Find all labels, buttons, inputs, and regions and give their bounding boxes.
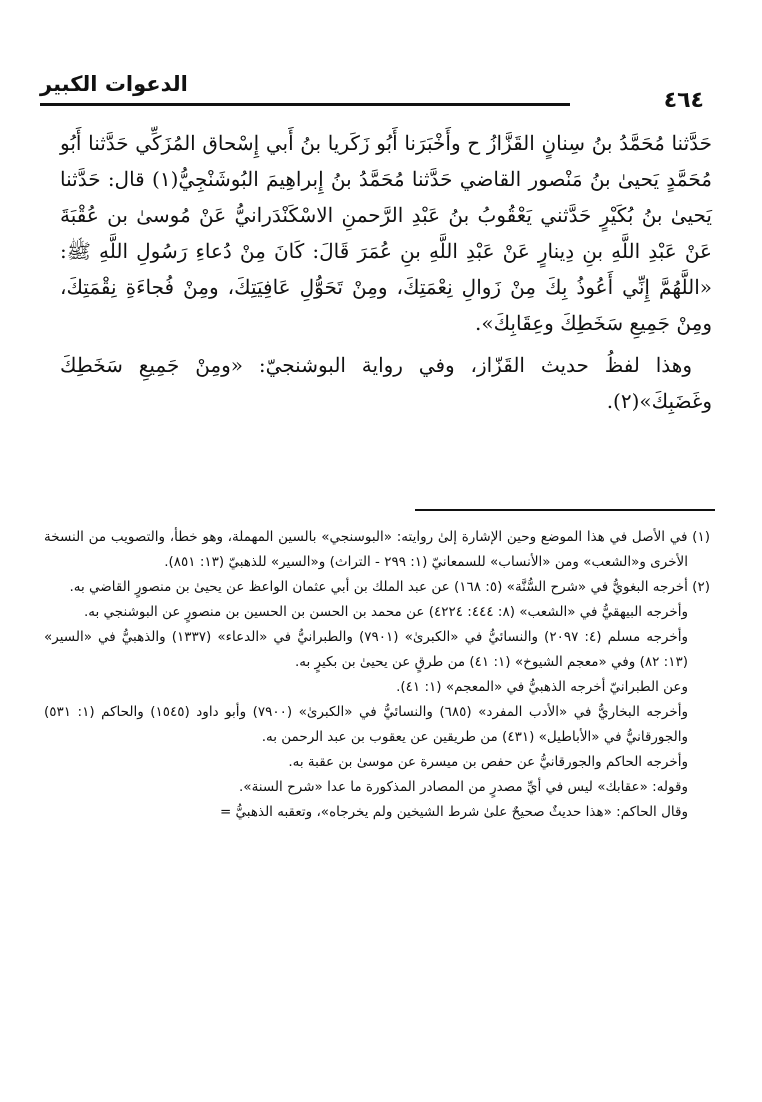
footnote-separator: [415, 509, 715, 511]
footnote-2-line: وقوله: «عقابك» ليس في أيِّ مصدرٍ من المصادر المذكورة ما عدا «شرح السنة».: [239, 779, 688, 795]
footnote-2-line: وعن الطبرانيّ أخرجه الذهبيُّ في «المعجم» (١: ٤١).: [396, 679, 688, 695]
page-number: ٤٦٤: [663, 88, 704, 113]
footnote-2-line: وأخرجه مسلم (٤: ٢٠٩٧) والنسائيُّ في «الكبرىٰ» (٧٩٠١) والطبرانيُّ في «الدعاء» (١٣٣٧) والذهبيُّ في «السير» (١٣: ٨٢) وفي «معجم الشيوخ» (١: ٤١) من طرقٍ عن يحيىٰ بن بكيرٍ به.: [44, 629, 688, 670]
footnote-2-line: وقال الحاكم: «هذا حديثٌ صحيحٌ علىٰ شرط الشيخين ولم يخرجاه»، وتعقبه الذهبيُّ =: [219, 804, 688, 820]
hadith-paragraph: حَدَّثنا مُحَمَّدُ بنُ سِنانٍ القَزَّازُ ح وأَخْبَرَنا أَبُو زَكَريا بنُ أَبي إِسْحاق المُزَكِّي حَدَّثنا أَبُو مُحَمَّدٍ يَحيىٰ بنُ مَنْصور القاضي حَدَّثنا مُحَمَّدُ بنُ إِبراهِيمَ البُوشَنْجِيُّ(١) قال: حَدَّثنا يَحيىٰ بنُ بُكَيْرٍ حَدَّثني يَعْقُوبُ بنُ عَبْدِ الرَّحمنِ الاسْكَنْدَرانيُّ عَنْ مُوسىٰ بن عُقْبَةَ عَنْ عَبْدِ اللَّهِ بنِ دِينارٍ عَنْ عَبْدِ اللَّهِ بنِ عُمَرَ قَالَ: كَانَ مِنْ دُعاءِ رَسُولِ اللَّهِ ﷺ: «اللَّهُمَّ إِنِّي أَعُوذُ بِكَ مِنْ زَوالِ نِعْمَتِكَ، ومِنْ تَحَوُّلِ عَافِيَتِكَ، ومِنْ فُجاءَةِ نِقْمَتِكَ، ومِنْ جَمِيعِ سَخَطِكَ وعِقَابِكَ».: [60, 131, 712, 335]
footnote-2-line: وأخرجه البيهقيُّ في «الشعب» (٨: ٤٤٤: ٤٢٢٤) عن محمد بن الحسن بن الحسين بن منصورٍ عن البوشنجي به.: [83, 604, 688, 620]
running-header-title: الدعوات الكبير: [40, 72, 188, 96]
footnotes: [44, 525, 710, 825]
footnote-1: (١) في الأصل في هذا الموضع وحين الإشارة إلىٰ روايته: «البوسنجي» بالسين المهملة، وهو خطأ، والتصويب من النسخة الأخرى و«الشعب» ومن «الأنساب» للسمعانيّ (١: ٢٩٩ - التراث) و«السير» للذهبيّ (١٣: ٨٥١).: [44, 529, 710, 570]
footnote-2-line: وأخرجه الحاكم والجورقانيُّ عن حفص بن ميسرة عن موسىٰ بن عقبة به.: [288, 754, 688, 770]
header-rule: [40, 103, 570, 106]
main-text: [60, 125, 712, 419]
commentary-paragraph: وهذا لفظُ حديث القَزّاز، وفي رواية البوشنجيّ: «ومِنْ جَمِيعِ سَخَطِكَ وغَضَبِكَ»(٢).: [60, 353, 712, 413]
footnote-2: (٢) أخرجه البغويُّ في «شرح السُّنَّة» (٥: ١٦٨) عن عبد الملك بن أبي عثمان الواعظ عن يحيىٰ بن منصورٍ القاضي به.: [69, 579, 710, 595]
footnote-2-line: وأخرجه البخاريُّ في «الأدب المفرد» (٦٨٥) والنسائيُّ في «الكبرىٰ» (٧٩٠٠) وأبو داود (١٥٤٥) والحاكم (١: ٥٣١) والجورقانيُّ في «الأباطيل» (٤٣١) من طريقين عن يعقوب بن عبد الرحمن به.: [44, 704, 688, 745]
